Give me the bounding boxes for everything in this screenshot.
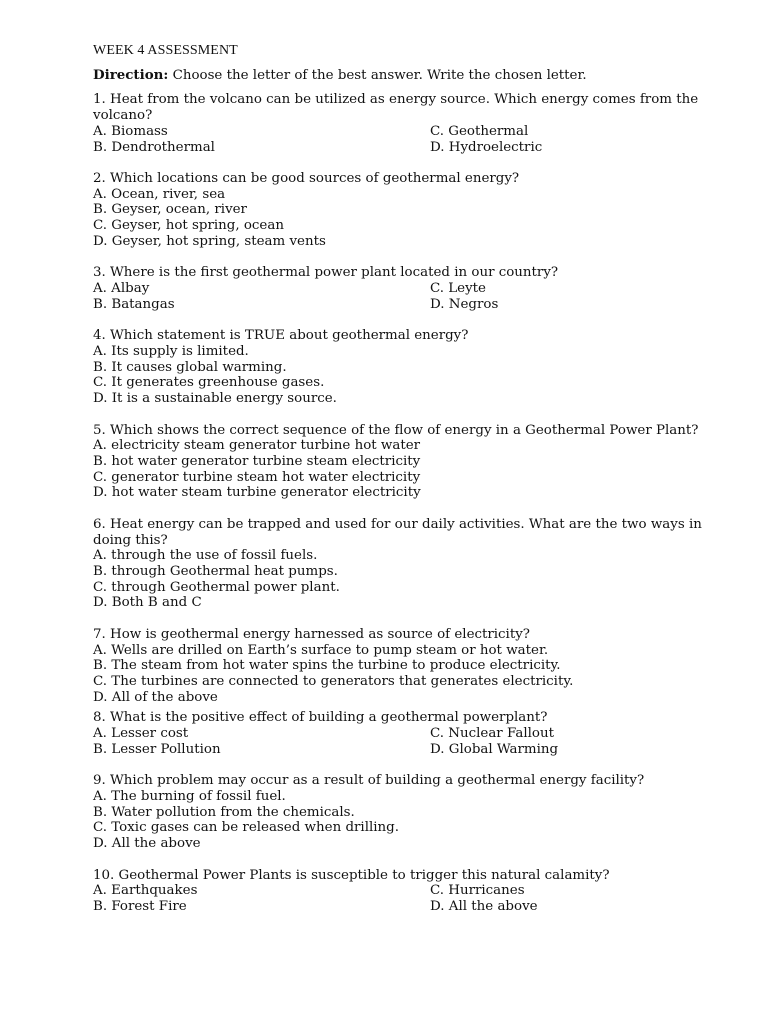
option: A. Its supply is limited. (93, 343, 249, 359)
direction (93, 68, 718, 84)
option: C. Geyser, hot spring, ocean (93, 218, 284, 234)
question-5 (93, 423, 718, 502)
option: C. through Geothermal power plant. (93, 579, 340, 595)
option: C. It generates greenhouse gases. (93, 375, 325, 391)
question-text: 8. What is the positive effect of building a geothermal powerplant? (93, 710, 548, 726)
question-text: 6. Heat energy can be trapped and used for our daily activities. What are the two ways in doing this? (93, 516, 702, 548)
option: D. It is a sustainable energy source. (93, 391, 337, 407)
option: A. through the use of fossil fuels. (93, 548, 318, 564)
option: A. Wells are drilled on Earth’s surface to pump steam or hot water. (93, 642, 549, 658)
options (93, 124, 718, 155)
option: B. Forest Fire (93, 899, 187, 915)
option: C. The turbines are connected to generators that generates electricity. (93, 673, 574, 689)
options (93, 883, 718, 914)
option: C. Hurricanes (430, 883, 525, 899)
question-10 (93, 868, 718, 915)
options (93, 789, 718, 852)
options (93, 548, 718, 611)
options (93, 187, 718, 250)
option: D. All the above (93, 836, 201, 852)
option: B. Geyser, ocean, river (93, 202, 247, 218)
question-text: 4. Which statement is TRUE about geothermal energy? (93, 328, 469, 344)
option: B. hot water generator turbine steam electricity (93, 453, 421, 469)
option: A. electricity steam generator turbine hot water (93, 438, 421, 454)
question-text: 7. How is geothermal energy harnessed as source of electricity? (93, 626, 530, 642)
question-3 (93, 265, 718, 312)
option: D. All of the above (93, 689, 218, 705)
direction-text: Choose the letter of the best answer. Write the chosen letter. (168, 67, 587, 83)
assessment-page (93, 43, 718, 931)
option: D. hot water steam turbine generator electricity (93, 485, 421, 501)
options (93, 344, 718, 407)
option: C. Geothermal (430, 123, 529, 139)
question-2 (93, 171, 718, 250)
option: B. Dendrothermal (93, 139, 215, 155)
question-text: 1. Heat from the volcano can be utilized as energy source. Which energy comes from the volcano? (93, 92, 699, 124)
option: D. Geyser, hot spring, steam vents (93, 233, 326, 249)
option: A. Earthquakes (93, 883, 198, 899)
options (93, 281, 718, 312)
question-text: 9. Which problem may occur as a result of building a geothermal energy facility? (93, 773, 645, 789)
option: C. generator turbine steam hot water electricity (93, 469, 421, 485)
options (93, 438, 718, 501)
option: B. Batangas (93, 296, 175, 312)
direction-label: Direction: (93, 66, 169, 83)
option: A. Ocean, river, sea (93, 186, 226, 202)
option: C. Nuclear Fallout (430, 726, 554, 742)
page-title: WEEK 4 ASSESSMENT (93, 43, 238, 58)
options (93, 643, 718, 706)
question-1 (93, 92, 718, 155)
question-8 (93, 710, 718, 757)
option: B. It causes global warming. (93, 359, 287, 375)
options (93, 726, 718, 757)
option: C. Toxic gases can be released when drilling. (93, 820, 400, 836)
question-text: 2. Which locations can be good sources of geothermal energy? (93, 171, 520, 187)
option: A. Lesser cost (93, 726, 189, 742)
option: B. Lesser Pollution (93, 741, 221, 757)
option: B. The steam from hot water spins the turbine to produce electricity. (93, 658, 561, 674)
option: D. All the above (430, 899, 538, 915)
option: D. Negros (430, 296, 499, 312)
question-6 (93, 517, 718, 611)
option: D. Global Warming (430, 741, 559, 757)
option: D. Both B and C (93, 595, 202, 611)
question-text: 10. Geothermal Power Plants is susceptible to trigger this natural calamity? (93, 867, 610, 883)
question-7 (93, 627, 718, 706)
option: C. Leyte (430, 281, 486, 297)
option: B. Water pollution from the chemicals. (93, 804, 355, 820)
option: A. Albay (93, 281, 150, 297)
option: A. The burning of fossil fuel. (93, 789, 286, 804)
option: A. Biomass (93, 123, 168, 139)
option: D. Hydroelectric (430, 139, 543, 155)
question-text: 3. Where is the first geothermal power plant located in our country? (93, 265, 559, 281)
question-9 (93, 773, 718, 852)
question-text: 5. Which shows the correct sequence of the flow of energy in a Geothermal Power Plant? (93, 422, 699, 438)
question-4 (93, 328, 718, 407)
option: B. through Geothermal heat pumps. (93, 563, 338, 579)
